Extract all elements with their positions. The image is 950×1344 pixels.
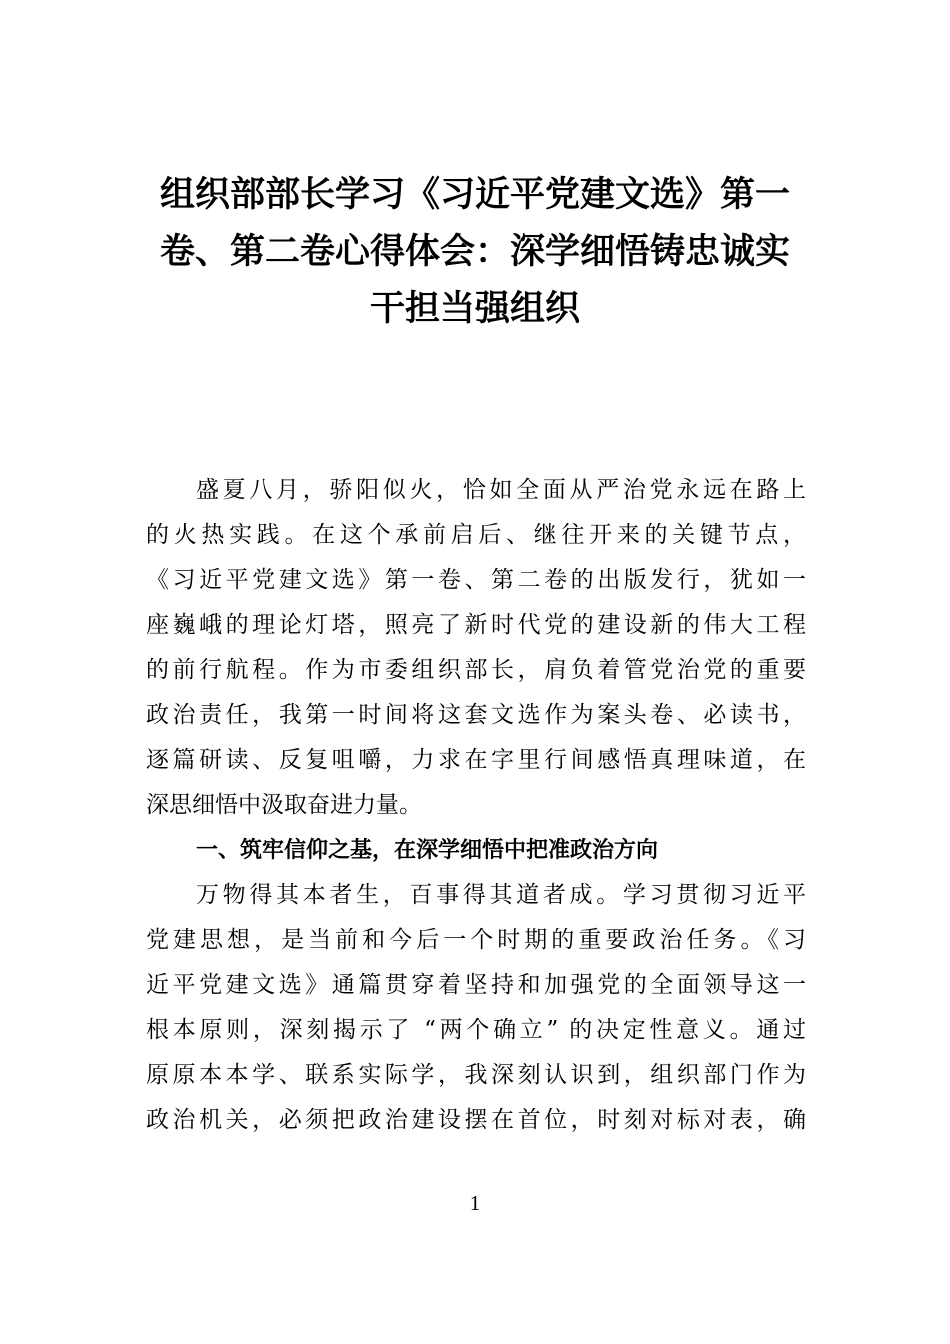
paragraph-line: 党建思想，是当前和今后一个时期的重要政治任务。《习 (146, 927, 806, 953)
paragraph-line: 的火热实践。在这个承前启后、继往开来的关键节点， (146, 522, 806, 548)
paragraph-line: 的前行航程。作为市委组织部长，肩负着管党治党的重要 (146, 657, 806, 683)
paragraph-line: 原原本本学、联系实际学，我深刻认识到，组织部门作为 (146, 1062, 806, 1088)
paragraph-line: 根本原则，深刻揭示了 “两个确立” 的决定性意义。通过 (146, 1017, 806, 1043)
paragraph-line: 盛夏八月，骄阳似火，恰如全面从严治党永远在路上 (196, 477, 806, 503)
paragraph-line: 《习近平党建文选》第一卷、第二卷的出版发行，犹如一 (146, 567, 806, 593)
paragraph-line: 座巍峨的理论灯塔，照亮了新时代党的建设新的伟大工程 (146, 612, 806, 638)
page-number: 1 (469, 1191, 481, 1215)
paragraph-line: 政治机关，必须把政治建设摆在首位，时刻对标对表，确 (146, 1107, 806, 1133)
document-body (146, 468, 806, 1143)
paragraph-line: 逐篇研读、反复咀嚼，力求在字里行间感悟真理味道，在 (146, 747, 806, 773)
paragraph-section1 (146, 873, 806, 1143)
paragraph-line: 政治责任，我第一时间将这套文选作为案头卷、必读书， (146, 702, 806, 728)
title-line: 卷、第二卷心得体会：深学细悟铸忠诚实 (159, 231, 790, 272)
title-line: 干担当强组织 (369, 288, 580, 329)
section-heading: 一、筑牢信仰之基，在深学细悟中把准政治方向 (196, 838, 659, 863)
paragraph-line: 近平党建文选》通篇贯穿着坚持和加强党的全面领导这一 (146, 972, 806, 998)
paragraph-line: 深思细悟中汲取奋进力量。 (146, 792, 422, 818)
title-line: 组织部部长学习《习近平党建文选》第一 (159, 174, 790, 215)
paragraph-intro (146, 468, 806, 828)
document-title (140, 166, 810, 337)
paragraph-line: 万物得其本者生，百事得其道者成。学习贯彻习近平 (196, 882, 806, 908)
